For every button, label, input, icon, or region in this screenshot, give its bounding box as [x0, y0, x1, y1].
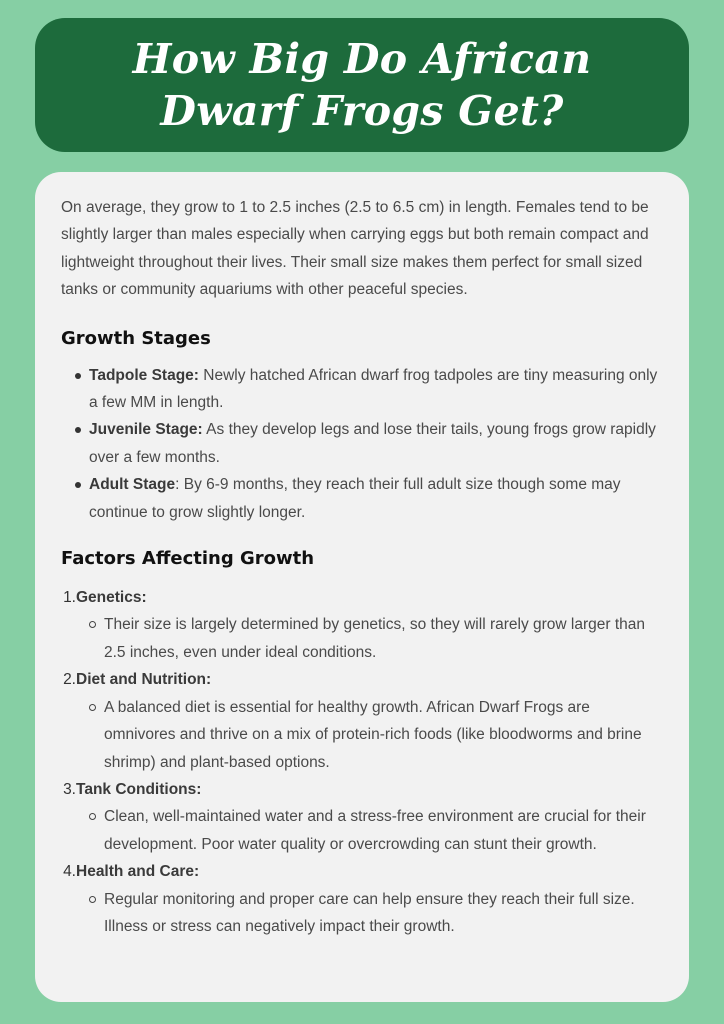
stage-name: Juvenile Stage: [89, 421, 203, 439]
factor-heading [61, 584, 663, 611]
list-item-health-and-care [61, 858, 663, 940]
factor-description: Regular monitoring and proper care can help ensure they reach their full size. Illness or stress can negatively impact their growth. [61, 886, 663, 941]
factor-number: 3. [63, 780, 76, 798]
growth-stages-heading: Growth Stages [61, 327, 211, 349]
factor-heading [61, 666, 663, 693]
factors-heading: Factors Affecting Growth [61, 548, 315, 570]
stage-description: As they develop legs and lose their tails, young frogs grow rapidly over a few months. [89, 421, 656, 466]
title-banner [35, 18, 689, 152]
list-item-diet-and-nutrition [61, 666, 663, 776]
factor-number: 1. [63, 589, 76, 607]
factor-title: Diet and Nutrition: [76, 671, 212, 689]
stage-description: : By 6-9 months, they reach their full adult size though some may continue to grow slightly longer. [89, 476, 621, 521]
factor-title: Health and Care: [76, 863, 200, 881]
factor-description: Their size is largely determined by genetics, so they will rarely grow larger than 2.5 inches, even under ideal conditions. [61, 611, 663, 666]
list-item-tadpole-stage [61, 362, 663, 417]
factor-title: Genetics: [76, 589, 147, 607]
stage-description: Newly hatched African dwarf frog tadpoles are tiny measuring only a few MM in length. [89, 366, 658, 412]
factor-description: Clean, well-maintained water and a stress-free environment are crucial for their development. Poor water quality or overcrowding can stunt their growth. [61, 803, 663, 858]
factors-list [61, 584, 663, 940]
factor-heading [61, 776, 663, 803]
growth-stages-list [61, 362, 663, 526]
intro-paragraph: On average, they grow to 1 to 2.5 inches (2.5 to 6.5 cm) in length. Females tend to be slightly larger than males especially when carrying eggs but both remain compact and lightweight throughout their lives. Their small size makes them perfect for small sized tanks or community aquariums with other peaceful species. [61, 199, 649, 299]
factor-number: 4. [63, 863, 76, 881]
page-title: How Big Do African Dwarf Frogs Get? [132, 35, 592, 135]
factor-number: 2. [63, 671, 76, 689]
list-item-adult-stage [61, 471, 663, 526]
content-card [35, 172, 689, 1002]
list-item-genetics [61, 584, 663, 666]
list-item-juvenile-stage [61, 416, 663, 471]
stage-name: Tadpole Stage: [89, 366, 199, 384]
stage-name: Adult Stage [89, 476, 176, 494]
factor-heading [61, 858, 663, 885]
list-item-tank-conditions [61, 776, 663, 858]
factor-description: A balanced diet is essential for healthy growth. African Dwarf Frogs are omnivores and thrive on a mix of protein-rich foods (like bloodworms and brine shrimp) and plant-based options. [61, 694, 663, 776]
factor-title: Tank Conditions: [76, 780, 202, 798]
